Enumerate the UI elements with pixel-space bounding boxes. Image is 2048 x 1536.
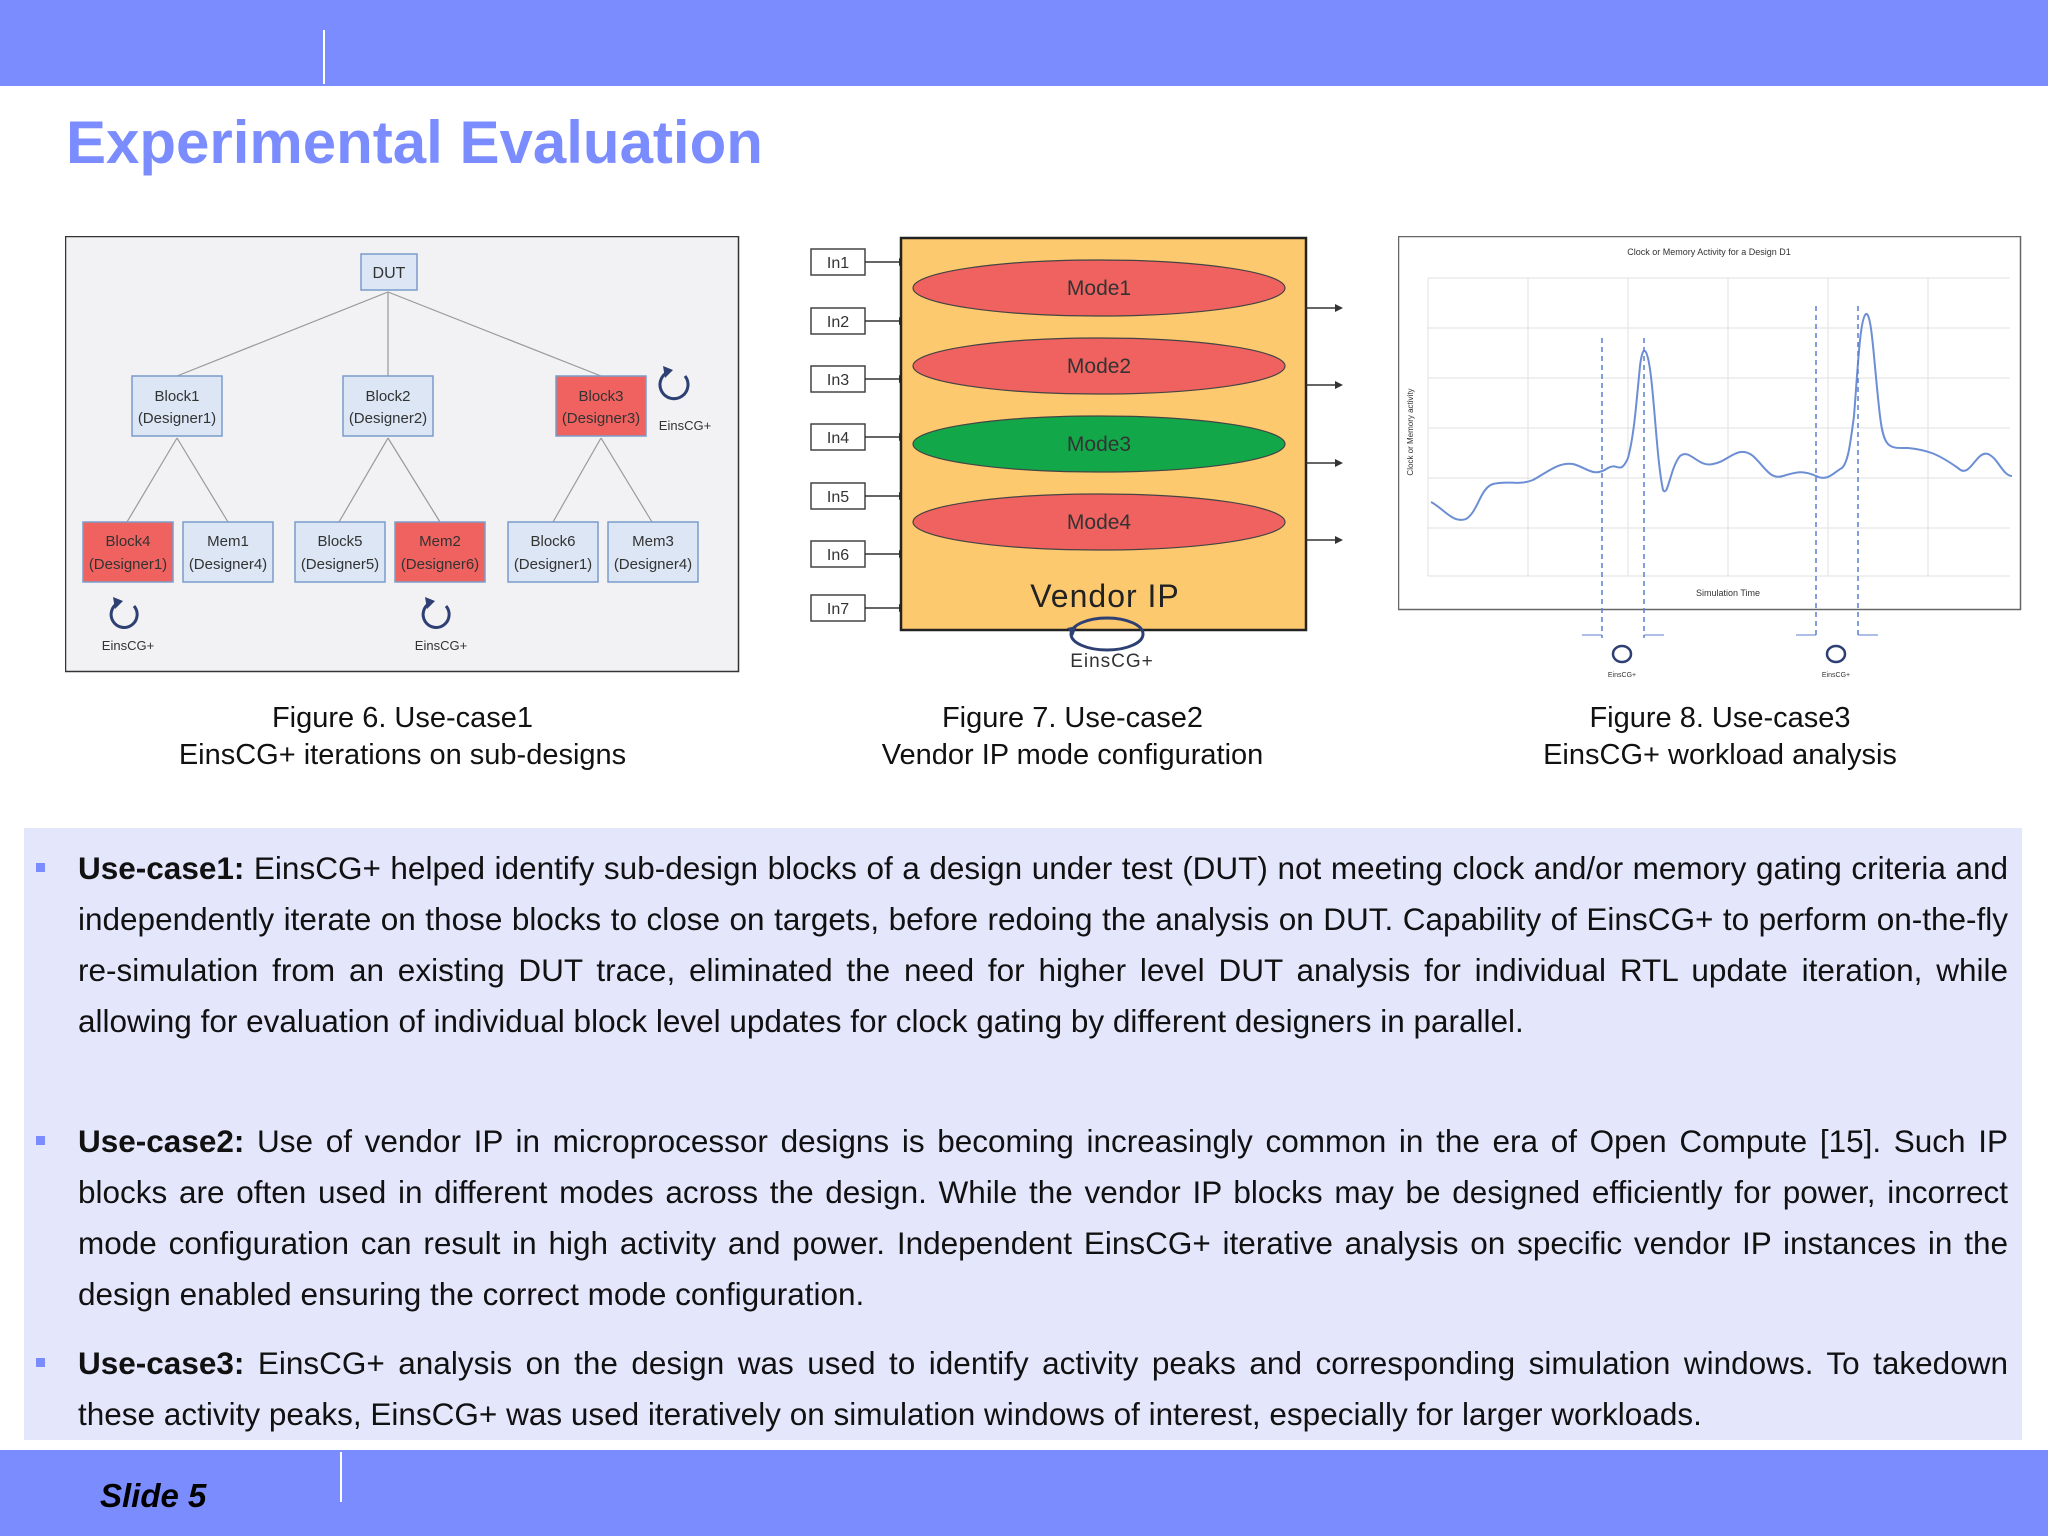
node-owner: (Designer4) [188,556,268,573]
node-owner: (Designer6) [400,556,480,573]
bullet-text: Use of vendor IP in microprocessor designs is becoming increasingly common in the era of Open Compute [15]. Such IP blocks are often used in different modes across the design. While the vendor IP blocks may be designed efficiently for power, incorrect mode configuration can result in high activity and power. Independent EinsCG+ iterative analysis on specific vendor IP instances in the design enabled ensuring the correct mode configuration. [78,1123,2008,1312]
plot-xlabel: Simulation Time [1695,588,1761,598]
loop-label: EinsCG+ [414,638,468,653]
bullet-text: EinsCG+ analysis on the design was used to identify activity peaks and corresponding simulation windows. To takedown these activity peaks, EinsCG+ was used iteratively on simulation windows of interest, especially for larger workloads. [78,1345,2008,1432]
bullet-marker [36,1136,45,1145]
bullet-text: EinsCG+ helped identify sub-design blocks of a design under test (DUT) not meeting clock and/or memory gating criteria and independently iterate on those blocks to close on targets, before redoing the analysis on DUT. Capability of EinsCG+ to perform on-the-fly re-simulation from an existing DUT trace, eliminated the need for higher level DUT analysis for individual RTL update iteration, while allowing for evaluation of individual block level updates for clock gating by different designers in parallel. [78,850,2008,1039]
input-port [811,595,906,621]
plot-title: Clock or Memory Activity for a Design D1 [1627,247,1791,257]
loop-label: EinsCG+ [1821,672,1851,679]
bullet-use-case-2 [78,1116,2008,1320]
node-name: Block3 [578,388,624,405]
figure-7-caption-line2: Vendor IP mode configuration [881,739,1264,771]
svg-text:In3: In3 [826,372,850,389]
node-owner: (Designer5) [300,556,380,573]
figure-7-vendor-ip [805,234,1350,674]
node-name: Block2 [365,388,411,405]
top-bar-divider [323,30,325,84]
vendor-ip-label: Vendor IP [1030,578,1180,614]
figure-8-caption-line1: Figure 8. Use-case3 [1589,702,1851,734]
bullet-marker [36,1358,45,1367]
figure-8-activity-plot [1398,236,2023,684]
hierarchy-diagram [65,236,740,673]
svg-text:Mode2: Mode2 [1066,355,1132,378]
input-port [811,541,906,567]
tree-node-block5 [295,522,385,582]
loop-label: EinsCG+ [1607,672,1637,679]
loop-label: EinsCG+ [658,418,712,433]
node-name: Mem3 [632,533,674,550]
svg-text:In4: In4 [826,430,850,447]
slide-title: Experimental Evaluation [66,109,763,176]
node-name: Block1 [154,388,200,405]
node-owner: (Designer4) [613,556,693,573]
node-name: Block5 [317,533,363,550]
mode-ellipse-4 [913,494,1285,550]
svg-text:Mode1: Mode1 [1066,277,1132,300]
svg-text:In7: In7 [826,601,850,618]
figure-8-caption [1420,700,2020,774]
bullet-use-case-1 [78,843,2008,1047]
node-owner: (Designer3) [561,410,641,427]
node-owner: (Designer2) [348,410,428,427]
mode-ellipse-2 [913,338,1285,394]
input-port [811,483,906,509]
loop-icon [1613,646,1631,662]
vendor-ip-diagram [805,234,1350,674]
bullet-marker [36,863,45,872]
tree-root-node [361,254,417,290]
node-name: Mem1 [207,533,249,550]
svg-text:Mode4: Mode4 [1066,511,1132,534]
slide-number: Slide 5 [100,1477,207,1514]
bullet-panel [24,828,2022,1440]
node-owner: (Designer1) [513,556,593,573]
tree-node-block3 [556,376,646,436]
svg-text:Mode3: Mode3 [1066,433,1132,456]
output-arrows [1306,304,1343,544]
input-port [811,366,906,392]
figure-6-hierarchy [65,236,740,673]
svg-text:In5: In5 [826,489,850,506]
tree-node-block2 [343,376,433,436]
node-name: Mem2 [419,533,461,550]
figure-7-caption-line1: Figure 7. Use-case2 [941,702,1204,734]
input-port [811,249,906,275]
node-name: Block4 [105,533,151,550]
mode-ellipse-1 [913,260,1285,316]
tree-root-label: DUT [372,265,406,282]
bullet-lead: Use-case1: [78,850,245,886]
activity-plot [1398,236,2023,684]
node-name: Block6 [530,533,576,550]
figure-6-caption-line2: EinsCG+ iterations on sub-designs [178,739,627,771]
svg-text:In6: In6 [826,547,850,564]
bullet-lead: Use-case3: [78,1345,245,1381]
figure-8-caption-line2: EinsCG+ workload analysis [1543,739,1897,771]
bullet-use-case-3 [78,1338,2008,1440]
plot-ylabel: Clock or Memory activity [1406,388,1415,476]
bottom-bar-divider [340,1452,342,1502]
tree-node-block4 [83,522,173,582]
bullet-lead: Use-case2: [78,1123,245,1159]
input-port [811,424,906,450]
tree-node-mem2 [395,522,485,582]
tree-node-block6 [508,522,598,582]
loop-label: EinsCG+ [1070,651,1154,672]
tree-node-mem1 [183,522,273,582]
bottom-bar [0,1450,2048,1536]
figure-6-caption-line1: Figure 6. Use-case1 [271,702,534,734]
node-owner: (Designer1) [137,410,217,427]
input-port [811,308,906,334]
loop-icon [1827,646,1845,662]
input-ports [811,249,906,621]
figure-7-caption [805,700,1340,774]
loop-label: EinsCG+ [101,638,155,653]
tree-node-block1 [132,376,222,436]
node-owner: (Designer1) [88,556,168,573]
svg-text:In1: In1 [826,255,850,272]
mode-ellipse-3 [913,416,1285,472]
tree-node-mem3 [608,522,698,582]
figure-6-caption [65,700,740,774]
top-bar [0,0,2048,86]
svg-text:In2: In2 [826,314,850,331]
